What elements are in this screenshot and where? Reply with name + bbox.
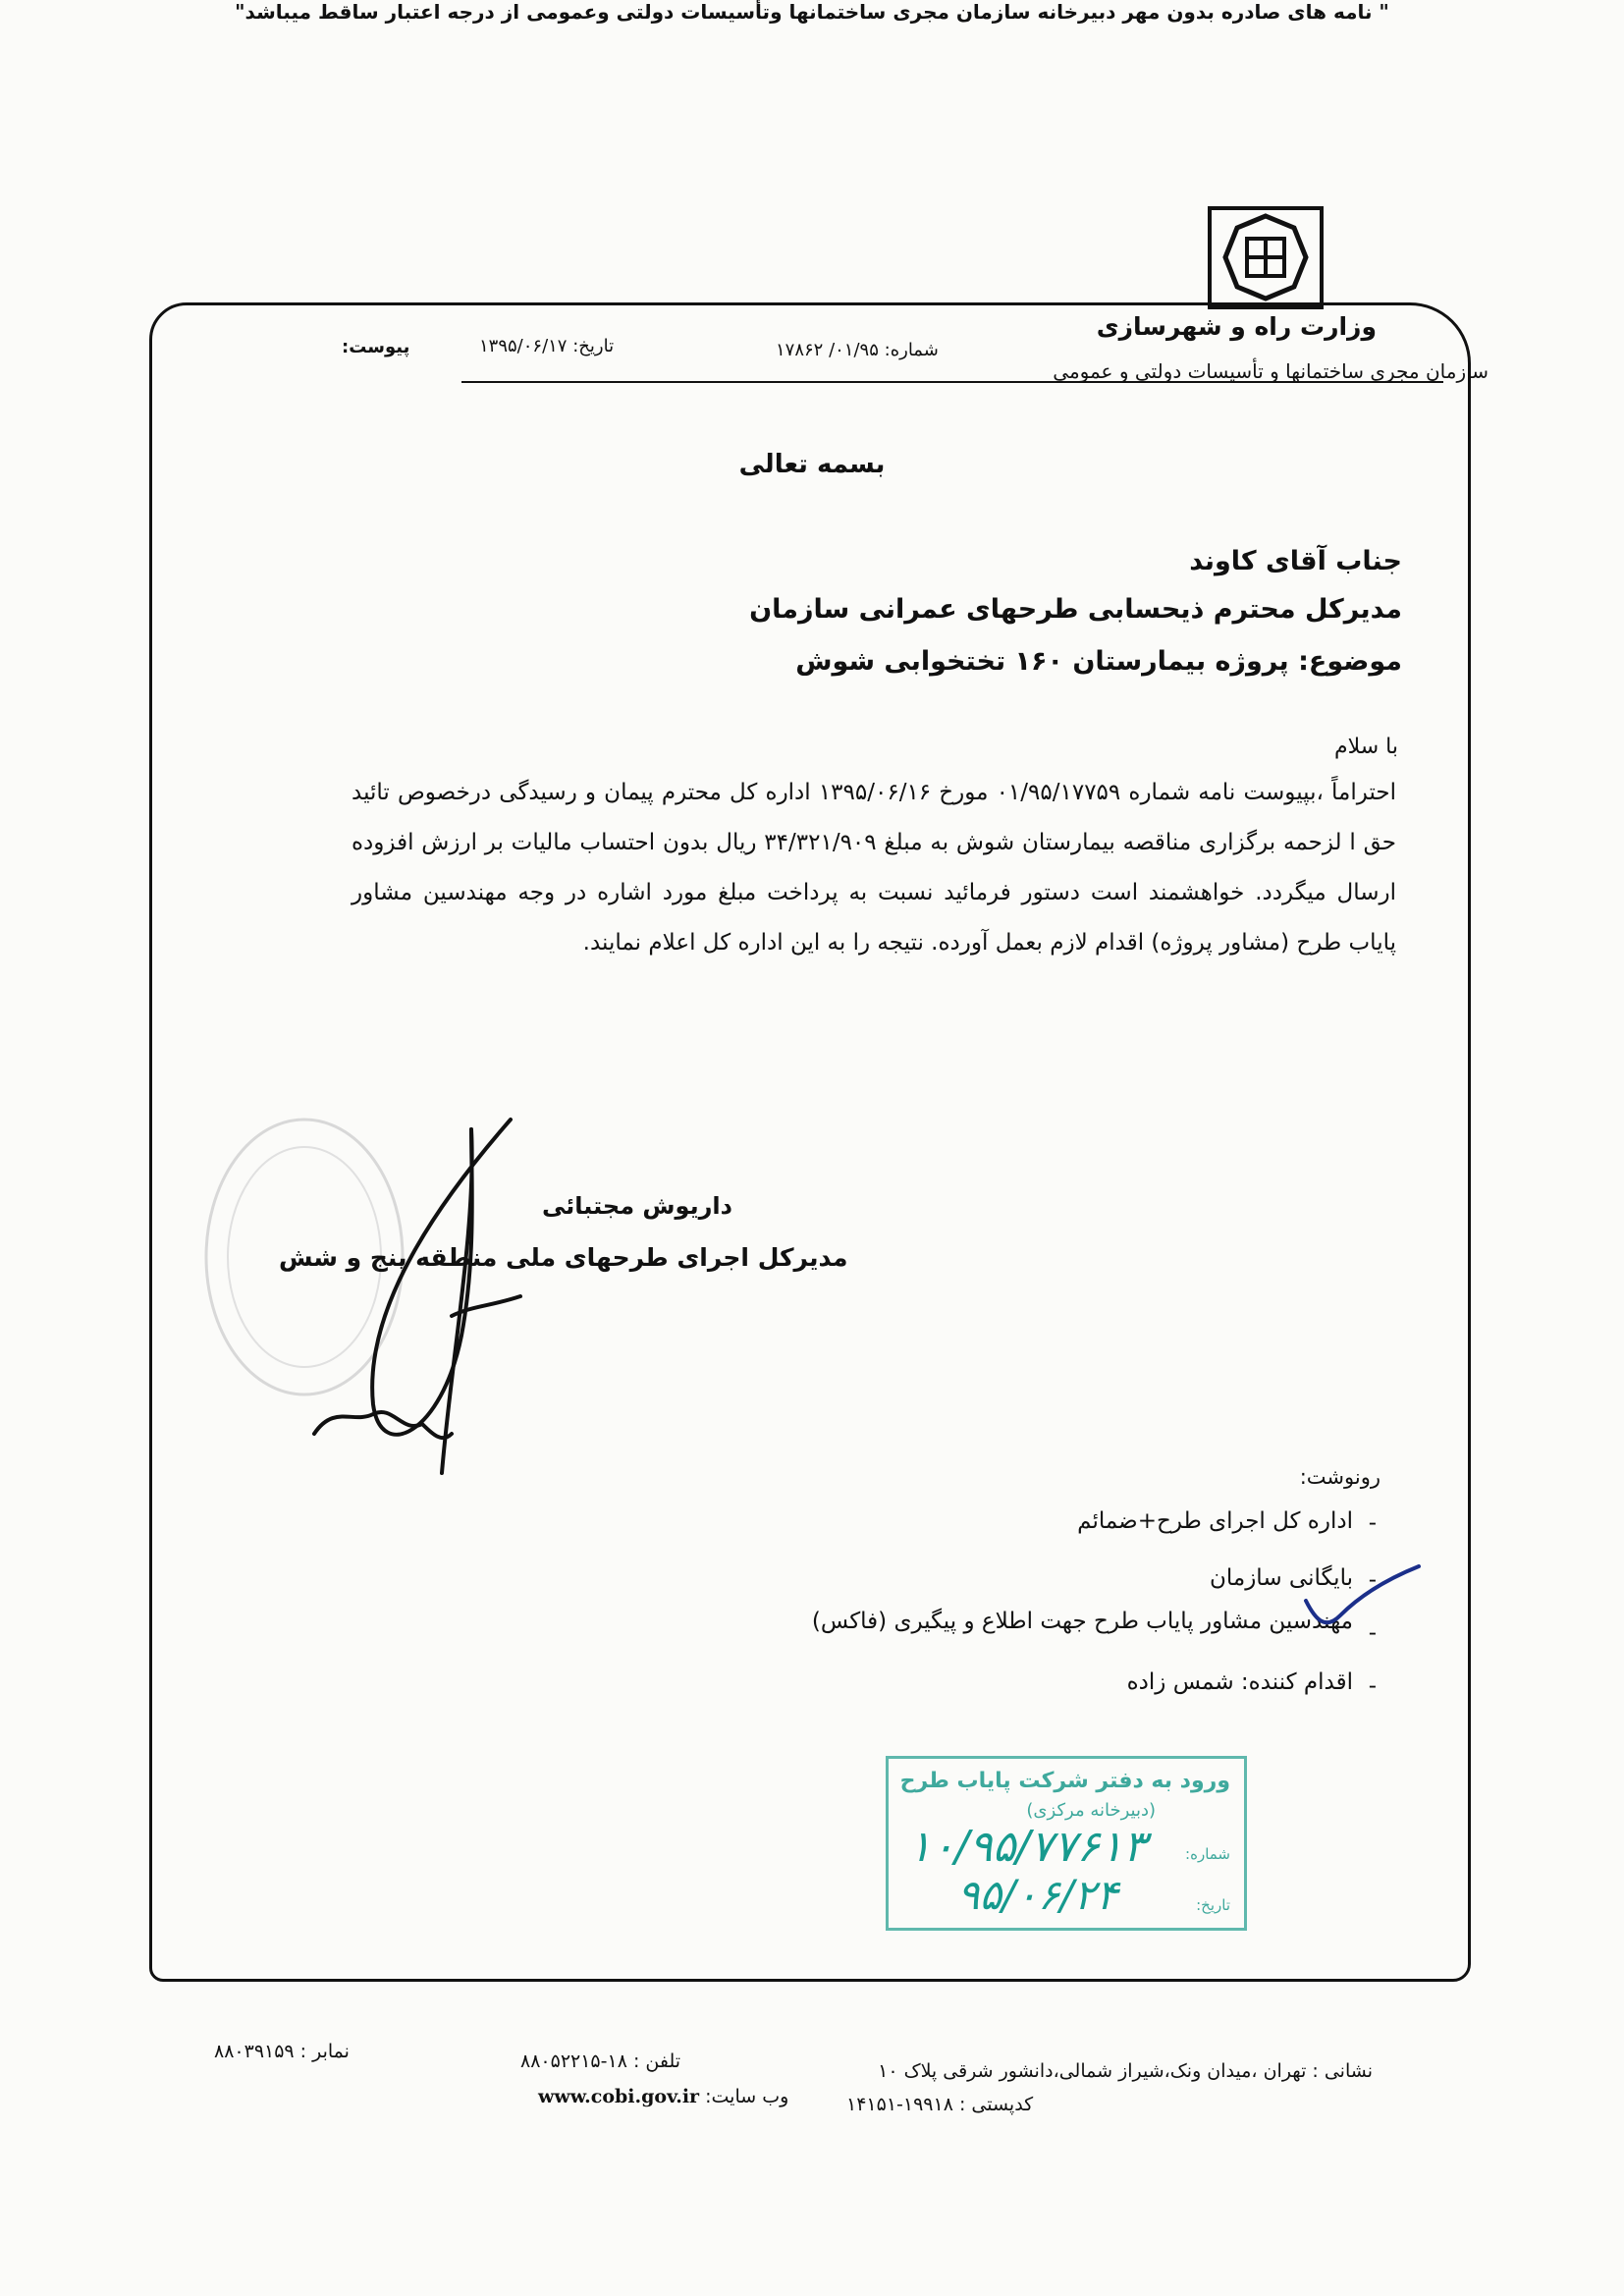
handwritten-signature: [295, 1110, 589, 1483]
check-mark-icon: [1296, 1561, 1424, 1630]
stamp-number-label: شماره:: [1185, 1845, 1230, 1863]
stamp-title: ورود به دفتر شرکت پایاب طرح: [899, 1769, 1230, 1793]
cc-item: اقدام کننده: شمس زاده: [1126, 1669, 1353, 1695]
signer-title: مدیرکل اجرای طرحهای ملی منطقه پنج و شش: [279, 1243, 848, 1272]
footer-postcode: کدپستی : ۱۹۹۱۸-۱۴۱۵۱: [846, 2094, 1034, 2115]
website-link[interactable]: www.cobi.gov.ir: [538, 2086, 700, 2107]
date-label: تاریخ:: [572, 336, 615, 356]
footer-website: [538, 2086, 788, 2107]
cc-bullet: -: [1368, 1567, 1377, 1593]
subject-line: موضوع: پروژه بیمارستان ۱۶۰ تختخوابی شوش: [795, 646, 1402, 677]
cc-item: بایگانی سازمان: [1209, 1565, 1353, 1591]
ministry-name: وزارت راه و شهرسازی: [1096, 312, 1377, 341]
stamp-date-value: ۹۵/۰۶/۲۴: [957, 1871, 1118, 1919]
date-value: ۱۳۹۵/۰۶/۱۷: [479, 336, 568, 356]
attachment-label: پیوست:: [342, 337, 410, 357]
entry-stamp: [886, 1756, 1247, 1931]
stamp-subtitle: (دبیرخانه مرکزی): [1026, 1800, 1156, 1821]
addressee: جناب آقای کاوند: [1189, 546, 1402, 576]
number-label: شماره:: [884, 340, 939, 360]
website-label: وب سایت:: [705, 2086, 789, 2107]
footer-fax: نمابر : ۸۸۰۳۹۱۵۹: [214, 2041, 350, 2062]
letter-body: احتراماً ،بپیوست نامه شماره ۰۱/۹۵/۱۷۷۵۹ مورخ ۱۳۹۵/۰۶/۱۶ اداره کل محترم پیمان و رسیدگی درخصوص تائید حق ا لزحمه برگزاری مناقصه بیمارستان شوش به مبلغ ۳۴/۳۲۱/۹۰۹ ریال بدون احتساب مالیات بر ارزش افزوده ارسال میگردد. خواهشمند است دستور فرمائید نسبت به پرداخت مبلغ مورد اشاره در وجه مهندسین مشاور پایاب طرح (مشاور پروژه) اقدام لازم بعمل آورده. نتیجه را به این اداره کل اعلام نمایند.: [352, 780, 1396, 956]
cc-heading: رونوشت:: [1299, 1465, 1380, 1489]
footer-disclaimer: " نامه های صادره بدون مهر دبیرخانه سازمان مجری ساختمانها وتأسیسات دولتی وعمومی از درجه اعتبار ساقط میباشد": [235, 0, 1389, 24]
invocation: بسمه تعالی: [738, 450, 886, 479]
number-value: ۰۱/۹۵/ ۱۷۸۶۲: [776, 340, 879, 360]
stamp-date-label: تاریخ:: [1196, 1896, 1230, 1914]
cc-bullet: -: [1368, 1673, 1377, 1699]
greeting: با سلام: [1333, 735, 1398, 759]
cc-bullet: -: [1368, 1510, 1377, 1536]
cc-bullet: -: [1368, 1620, 1377, 1646]
stamp-number-value: ۱۰/۹۵/۷۷۶۱۳: [908, 1822, 1147, 1872]
signer-name: داریوش مجتبائی: [542, 1192, 732, 1220]
footer-address: نشانی : تهران ،میدان ونک،شیراز شمالی،دانشور شرقی پلاک ۱۰: [878, 2060, 1373, 2082]
organization-logo: [1208, 206, 1324, 309]
addressee-title: مدیرکل محترم ذیحسابی طرحهای عمرانی سازمان: [749, 594, 1402, 625]
cc-item: اداره کل اجرای طرح+ضمائم: [1077, 1508, 1353, 1534]
organization-name: سازمان مجری ساختمانها و تأسیسات دولتی و عمومی: [1053, 359, 1489, 383]
cc-item: مهندسین مشاور پایاب طرح جهت اطلاع و پیگیری (فاکس): [811, 1609, 1353, 1634]
footer-phone: تلفن : ۱۸-۸۸۰۵۲۲۱۵: [520, 2050, 681, 2072]
